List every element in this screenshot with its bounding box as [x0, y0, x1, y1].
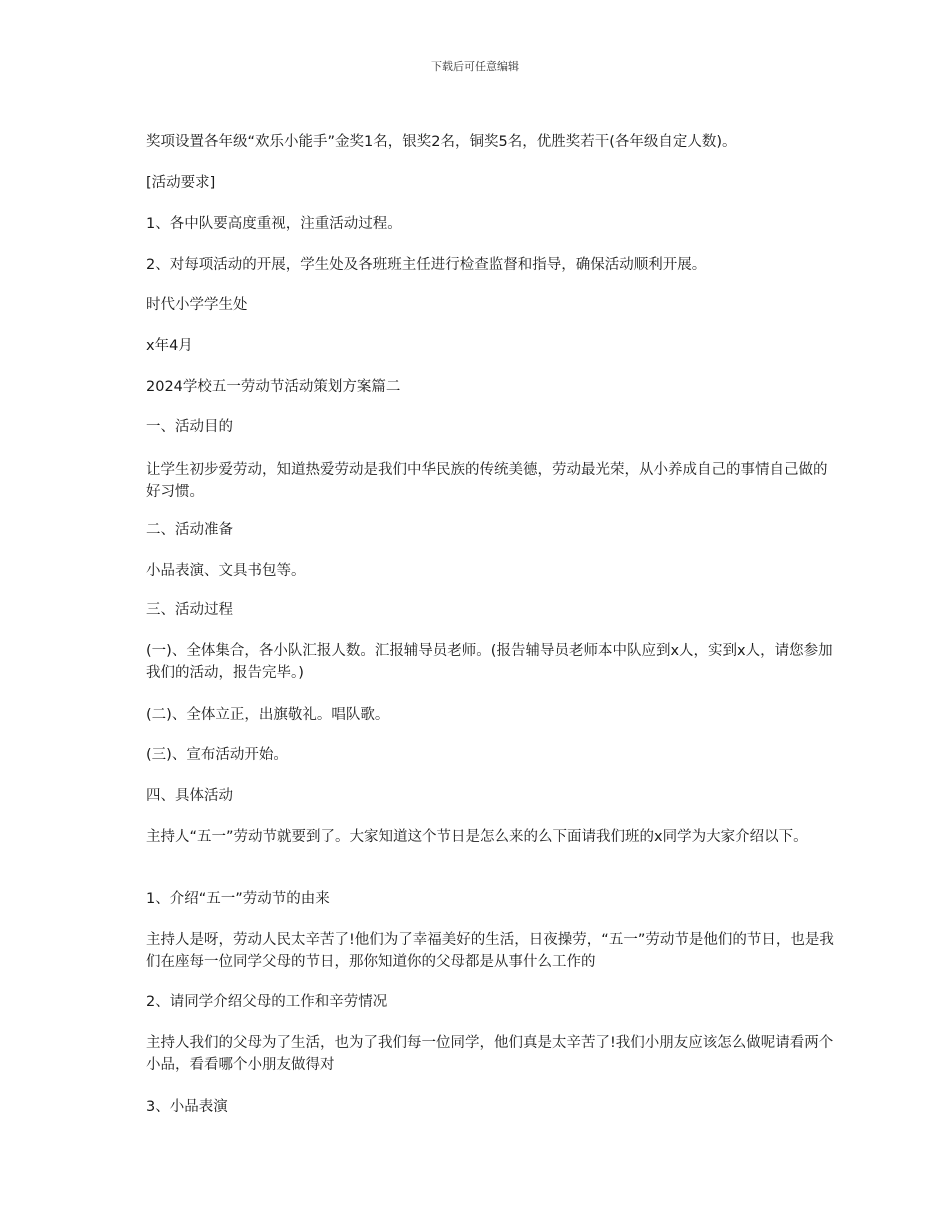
paragraph-process-1: (一)、全体集合，各小队汇报人数。汇报辅导员老师。(报告辅导员老师本中队应到x人，实到x人，请您参加我们的活动，报告完毕。): [146, 643, 833, 681]
heading-process: 三、活动过程: [146, 602, 233, 618]
signature-school: 时代小学学生处: [146, 297, 248, 313]
paragraph-host-2: 主持人是呀，劳动人民太辛苦了!他们为了幸福美好的生活，日夜操劳，“五一”劳动节是他们的节日，也是我们在座每一位同学父母的节日，那你知道你的父母都是从事什么工作的: [146, 932, 834, 970]
heading-activity-requirements: [活动要求]: [146, 175, 216, 191]
paragraph-item-1: 1、介绍“五一”劳动节的由来: [146, 891, 330, 907]
paragraph-requirement-2: 2、对每项活动的开展，学生处及各班班主任进行检查监督和指导，确保活动顺利开展。: [146, 257, 707, 273]
signature-date: x年4月: [146, 338, 193, 354]
paragraph-host-3: 主持人我们的父母为了生活，也为了我们每一位同学，他们真是太辛苦了!我们小朋友应该怎么做呢请看两个小品，看看哪个小朋友做得对: [146, 1035, 834, 1073]
paragraph-preparation: 小品表演、文具书包等。: [146, 563, 306, 579]
paragraph-item-2: 2、请同学介绍父母的工作和辛劳情况: [146, 994, 388, 1010]
page-header: 下载后可任意编辑: [431, 60, 519, 73]
section-title-part2: 2024学校五一劳动节活动策划方案篇二: [146, 379, 401, 395]
paragraph-item-3: 3、小品表演: [146, 1099, 228, 1115]
heading-activities: 四、具体活动: [146, 788, 233, 804]
paragraph-process-3: (三)、宣布活动开始。: [146, 747, 288, 763]
heading-purpose: 一、活动目的: [146, 419, 233, 435]
paragraph-requirement-1: 1、各中队要高度重视，注重活动过程。: [146, 216, 402, 232]
paragraph-awards: 奖项设置各年级“欢乐小能手”金奖1名，银奖2名，铜奖5名，优胜奖若干(各年级自定人数)。: [146, 134, 737, 150]
paragraph-host-intro: 主持人“五一”劳动节就要到了。大家知道这个节日是怎么来的么下面请我们班的x同学为大家介绍以下。: [146, 829, 808, 845]
heading-preparation: 二、活动准备: [146, 522, 233, 538]
paragraph-process-2: (二)、全体立正，出旗敬礼。唱队歌。: [146, 707, 390, 723]
paragraph-purpose: 让学生初步爱劳动，知道热爱劳动是我们中华民族的传统美德，劳动最光荣，从小养成自己的事情自己做的好习惯。: [146, 462, 828, 500]
